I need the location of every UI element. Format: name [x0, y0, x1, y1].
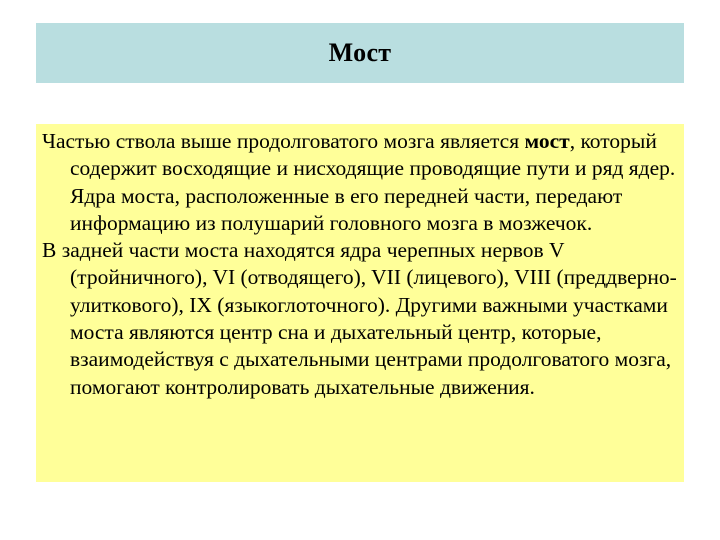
content-box	[36, 124, 684, 482]
paragraph-1-lead: Частью ствола выше продолговатого мозга является	[42, 129, 525, 153]
title-banner	[36, 23, 684, 83]
paragraph-2: В задней части моста находятся ядра черепных нервов V (тройничного), VI (отводящего), VII (лицевого), VIII (преддверно-улиткового), IX (языкоглоточного). Другими важными участками моста являются центр сна и дыхательный центр, которые, взаимодействуя с дыхательными центрами продолговатого мозга, помогают контролировать дыхательные движения.	[42, 238, 677, 399]
paragraph-1-rest: , который содержит восходящие и нисходящие проводящие пути и ряд ядер. Ядра моста, расположенные в его передней части, передают информацию из полушарий головного мозга в мозжечок.	[70, 129, 676, 235]
slide-title: Мост	[328, 38, 392, 67]
paragraph-1	[42, 128, 678, 237]
paragraph-1-term: мост	[524, 129, 570, 153]
